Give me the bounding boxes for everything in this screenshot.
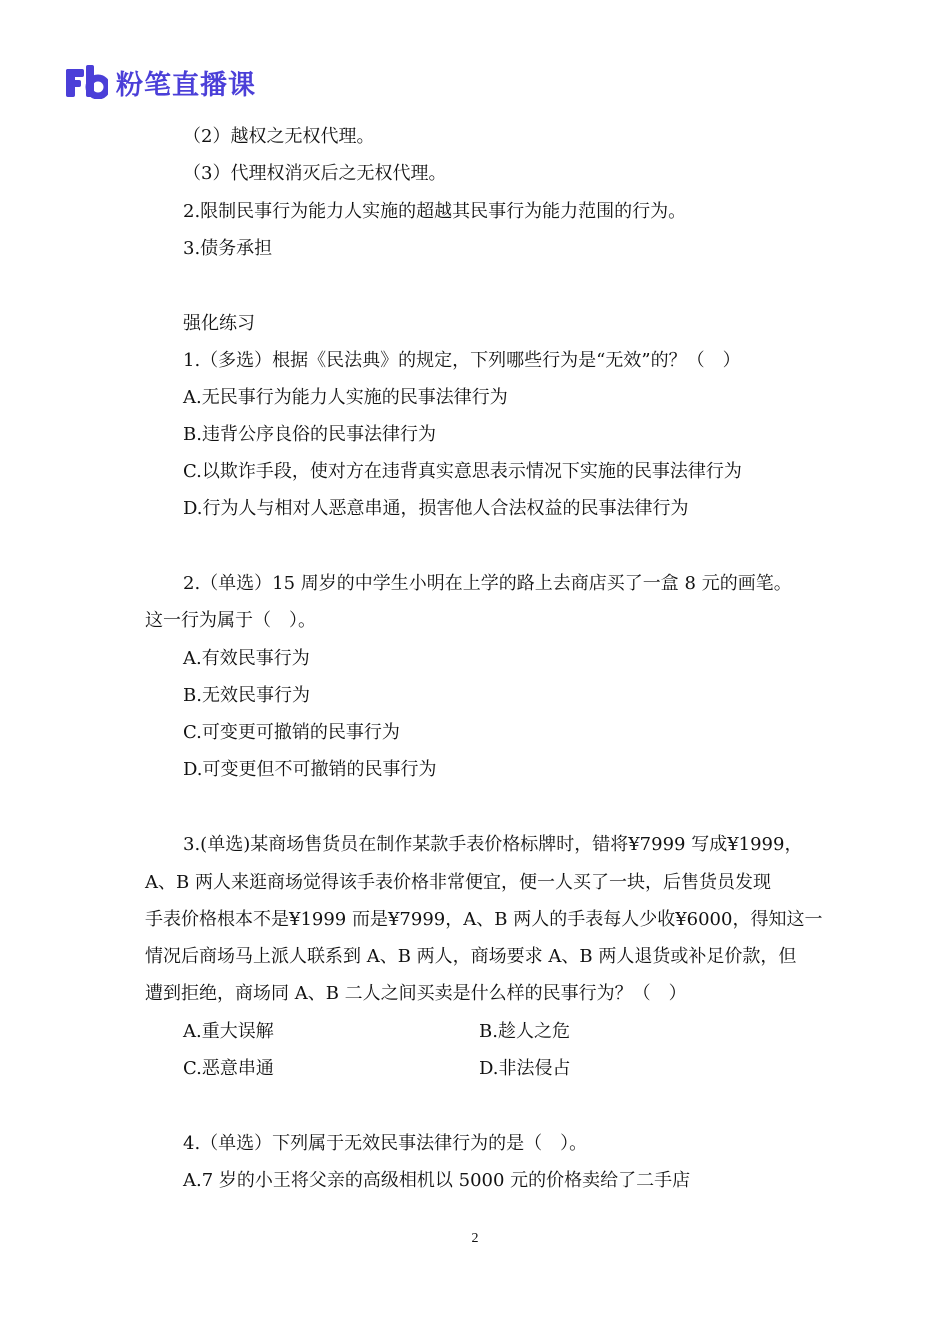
question-3-option-c: C.恶意串通 [183,1058,274,1079]
question-3-option-b: B.趁人之危 [479,1021,570,1042]
section-heading: 强化练习 [183,313,255,334]
question-2-option-d: D.可变更但不可撤销的民事行为 [183,759,437,780]
question-1-option-d: D.行为人与相对人恶意串通，损害他人合法权益的民事法律行为 [183,498,689,519]
question-4: 4.（单选）下列属于无效民事法律行为的是（ ）。 [183,1133,588,1154]
text-line: 2.限制民事行为能力人实施的超越其民事行为能力范围的行为。 [183,201,687,222]
page-number: 2 [471,1231,479,1246]
question-1-option-b: B.违背公序良俗的民事法律行为 [183,424,436,445]
question-1-option-a: A.无民事行为能力人实施的民事法律行为 [183,387,508,408]
text-line: （3）代理权消灭后之无权代理。 [183,163,447,184]
fb-logo-icon [66,65,108,99]
text-line: （2）越权之无权代理。 [183,126,375,147]
question-1-option-c: C.以欺诈手段，使对方在违背真实意思表示情况下实施的民事法律行为 [183,461,742,482]
text-line: 3.债务承担 [183,238,273,259]
question-3-continued: 情况后商场马上派人联系到 A、B 两人，商场要求 A、B 两人退货或补足价款，但 [145,946,797,967]
question-2: 2.（单选）15 周岁的中学生小明在上学的路上去商店买了一盒 8 元的画笔。 [183,573,792,594]
question-3-option-d: D.非法侵占 [479,1058,571,1079]
question-1: 1.（多选）根据《民法典》的规定，下列哪些行为是“无效”的？（ ） [183,350,741,371]
question-3: 3.(单选)某商场售货员在制作某款手表价格标牌时，错将¥7999 写成¥1999， [183,834,803,855]
question-3-option-a: A.重大误解 [183,1021,274,1042]
question-2-option-a: A.有效民事行为 [183,648,310,669]
question-3-continued: 遭到拒绝，商场同 A、B 二人之间买卖是什么样的民事行为？（ ） [145,983,687,1004]
question-2-option-c: C.可变更可撤销的民事行为 [183,722,400,743]
brand-name: 粉笔直播课 [116,69,256,101]
question-3-continued: A、B 两人来逛商场觉得该手表价格非常便宜，便一人买了一块，后售货员发现 [145,872,771,893]
question-3-continued: 手表价格根本不是¥1999 而是¥7999，A、B 两人的手表每人少收¥6000，得知这一 [145,909,823,930]
brand-logo [66,62,256,102]
question-4-option-a: A.7 岁的小王将父亲的高级相机以 5000 元的价格卖给了二手店 [183,1170,691,1191]
question-2-continued: 这一行为属于（ ）。 [145,610,316,631]
question-2-option-b: B.无效民事行为 [183,685,310,706]
